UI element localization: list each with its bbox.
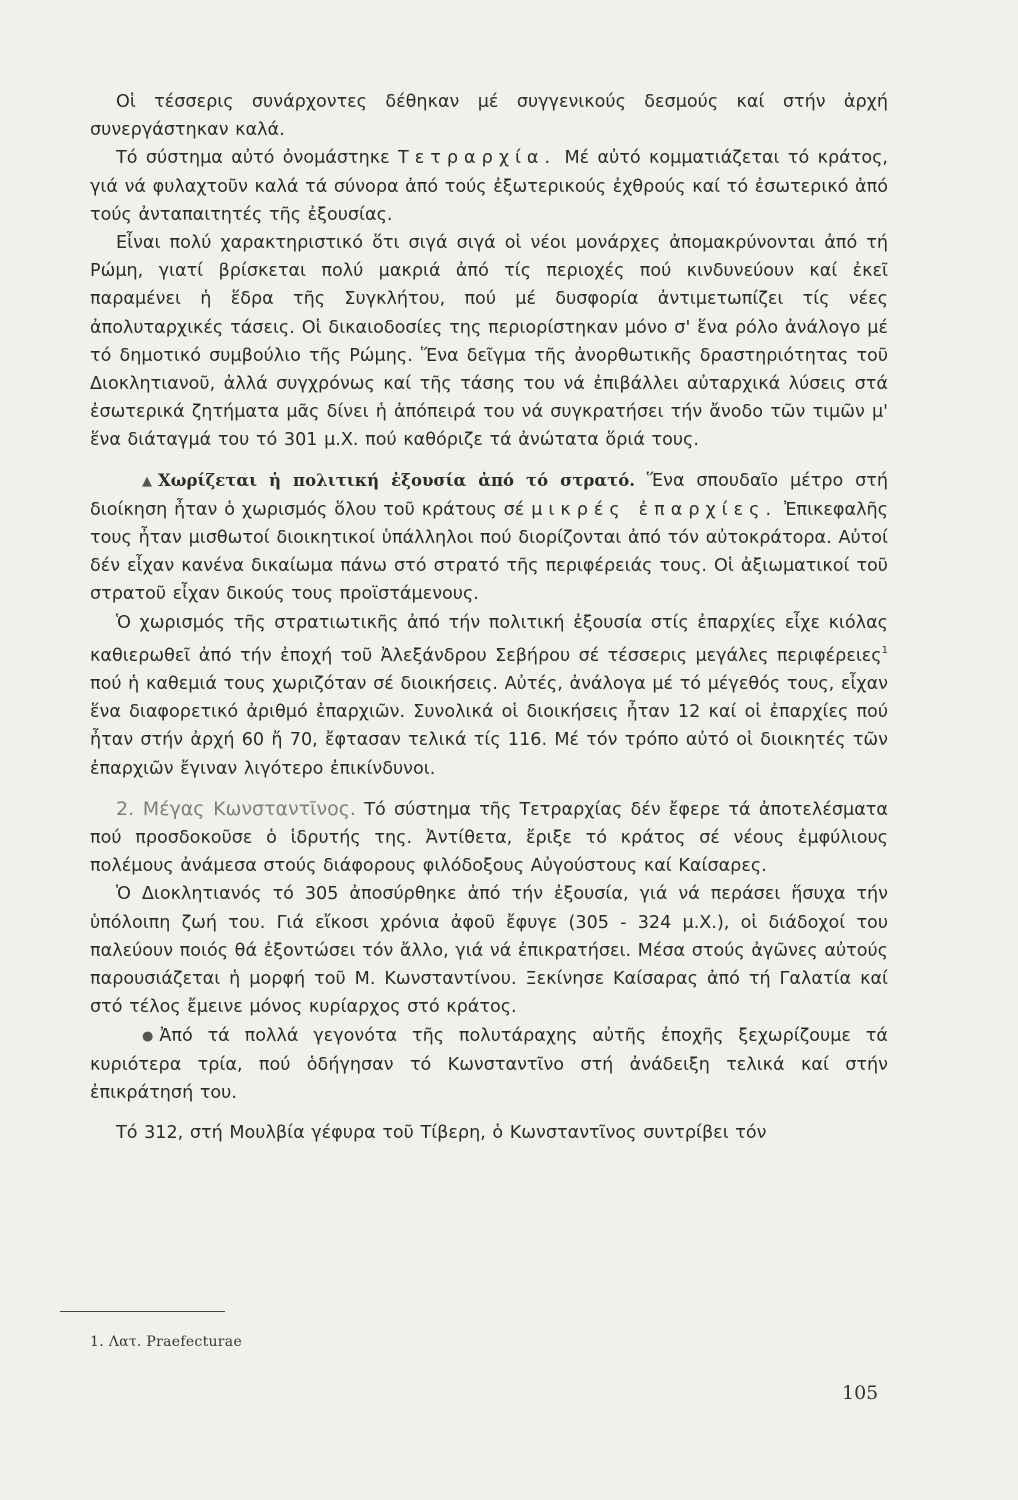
paragraph-2 <box>90 144 888 229</box>
paragraph-1: Οἱ τέσσερις συνάρχοντες δέθηκαν μέ συγγενικούς δεσμούς καί στήν ἀρχή συνεργάστηκαν καλά. <box>90 92 888 141</box>
paragraph-5 <box>90 609 888 783</box>
paragraph-8-text: Ἀπό τά πολλά γεγονότα τῆς πολυτάραχης αὐτῆς ἐποχῆς ξεχωρίζουμε τά κυριότερα τρία, πού ὁδήγησαν τό Κωνσταντῖνο στή ἀνάδειξη τελικά καί στήν ἐπικράτησή του. <box>90 1025 888 1103</box>
paragraph-4-start: Ἕνα σπουδαῖο μέτρο στή διοίκηση ἦταν ὁ χωρισμός ὅλου τοῦ κράτους σέ <box>90 470 888 520</box>
triangle-marker-icon: ▲ <box>142 473 152 489</box>
footnote-divider <box>60 1311 225 1312</box>
paragraph-4 <box>90 467 888 609</box>
subsection-heading: Χωρίζεται ἡ πολιτική ἐξουσία ἀπό τό στρατό. <box>158 470 635 490</box>
paragraph-2-rest: Μέ αὐτό κομματιάζεται τό κράτος, γιά νά φυλαχτοῦν καλά τά σύνορα ἀπό τούς ἐξωτερικούς ἐχθρούς καί τό ἐσωτερικό ἀπό τούς ἀνταπαιτητές τῆς ἐξουσίας. <box>90 148 888 225</box>
page-number: 105 <box>842 1382 879 1404</box>
term-small-provinces: μικρές ἐπαρχίες. <box>531 499 778 520</box>
paragraph-6 <box>90 795 888 881</box>
paragraph-9: Τό 312, στή Μουλβία γέφυρα τοῦ Τίβερη, ὁ Κωνσταντῖνος συντρίβει τόν <box>116 1123 767 1144</box>
footnote-reference: 1 <box>881 644 888 656</box>
footnote: 1. Λατ. Praefecturae <box>90 1334 243 1350</box>
section-heading: 2. Μέγας Κωνσταντῖνος. <box>116 797 356 820</box>
body-text <box>90 88 888 1147</box>
paragraph-5-rest: πού ἡ καθεμιά τους χωριζόταν σέ διοικήσεις. Αὐτές, ἀνάλογα μέ τό μέγεθός τους, εἶχαν ἕνα διαφορετικό ἀριθμό ἐπαρχιῶν. Συνολικά οἱ διοικήσεις ἦταν 12 καί οἱ ἐπαρχίες πού ἦταν στήν ἀρχή 60 ἤ 70, ἔφτασαν τελικά τίς 116. Μέ τόν τρόπο αὐτό οἱ διοικητές τῶν ἐπαρχιῶν ἔγιναν λιγότερο ἐπικίνδυνοι. <box>90 674 888 779</box>
paragraph-3: Εἶναι πολύ χαρακτηριστικό ὅτι σιγά σιγά οἱ νέοι μονάρχες ἀπομακρύνονται ἀπό τή Ρώμη, γιατί βρίσκεται πολύ μακριά ἀπό τίς περιοχές πού κινδυνεύουν καί ἐκεῖ παραμένει ἡ ἕδρα τῆς Συγκλήτου, πού μέ δυσφορία ἀντιμετωπίζει τίς νέες ἀπολυταρχικές τάσεις. Οἱ δικαιοδοσίες της περιορίστηκαν μόνο σ' ἕνα ρόλο ἀνάλογο μέ τό δημοτικό συμβούλιο τῆς Ρώμης. Ἕνα δεῖγμα τῆς ἀνορθωτικῆς δραστηριότητας τοῦ Διοκλητιανοῦ, ἀλλά συγχρόνως καί τῆς τάσης του νά ἐπιβάλλει αὐταρχικά λύσεις στά ἐσωτερικά ζητήματα μᾶς δίνει ἡ ἀπόπειρά του νά συγκρατήσει τήν ἄνοδο τῶν τιμῶν μ' ἕνα διάταγμά του τό 301 μ.Χ. πού καθόριζε τά ἀνώτατα ὅριά τους. <box>90 233 888 451</box>
paragraph-7: Ὁ Διοκλητιανός τό 305 ἀποσύρθηκε ἀπό τήν ἐξουσία, γιά νά περάσει ἥσυχα τήν ὑπόλοιπη ζωή του. Γιά εἴκοσι χρόνια ἀφοῦ ἔφυγε (305 - 324 μ.Χ.), οἱ διάδοχοί του παλεύουν ποιός θά ἐξοντώσει τόν ἄλλο, γιά νά ἐπικρατήσει. Μέσα στούς ἀγῶνες αὐτούς παρουσιάζεται ἡ μορφή τοῦ Μ. Κωνσταντίνου. Ξεκίνησε Καίσαρας ἀπό τή Γαλατία καί στό τέλος ἔμεινε μόνος κυρίαρχος στό κράτος. <box>90 884 888 1018</box>
term-tetrarchy: Τετραρχία. <box>398 148 557 169</box>
paragraph-8 <box>90 1022 888 1108</box>
paragraph-5-start: Ὁ χωρισμός τῆς στρατιωτικῆς ἀπό τήν πολιτική ἐξουσία στίς ἐπαρχίες εἶχε κιόλας καθιερωθεῖ ἀπό τήν ἐποχή τοῦ Ἀλεξάνδρου Σεβήρου σέ τέσσερις μεγάλες περιφέρειες <box>90 612 888 666</box>
paragraph-2-start: Τό σύστημα αὐτό ὀνομάστηκε <box>116 148 399 169</box>
bullet-marker-icon: ● <box>142 1028 154 1044</box>
paragraph-6-rest: Τό σύστημα τῆς Τετραρχίας δέν ἔφερε τά ἀποτελέσματα πού προσδοκοῦσε ὁ ἱδρυτής της. Ἀντίθετα, ἔριξε τό κράτος σέ νέους ἐμφύλιους πολέμους ἀνάμεσα στούς διάφορους φιλόδοξους Αὐγούστους καί Καίσαρες. <box>90 799 888 877</box>
paragraph-4-rest: Ἐπικεφαλῆς τους ἦταν μισθωτοί διοικητικοί ὑπάλληλοι πού διορίζονται ἀπό τόν αὐτοκράτορα. Αὐτοί δέν εἶχαν κανένα δικαίωμα πάνω στό στρατό τῆς περιφέρειάς τους. Οἱ ἀξιωματικοί τοῦ στρατοῦ εἶχαν δικούς τους προϊστάμενους. <box>90 499 888 605</box>
